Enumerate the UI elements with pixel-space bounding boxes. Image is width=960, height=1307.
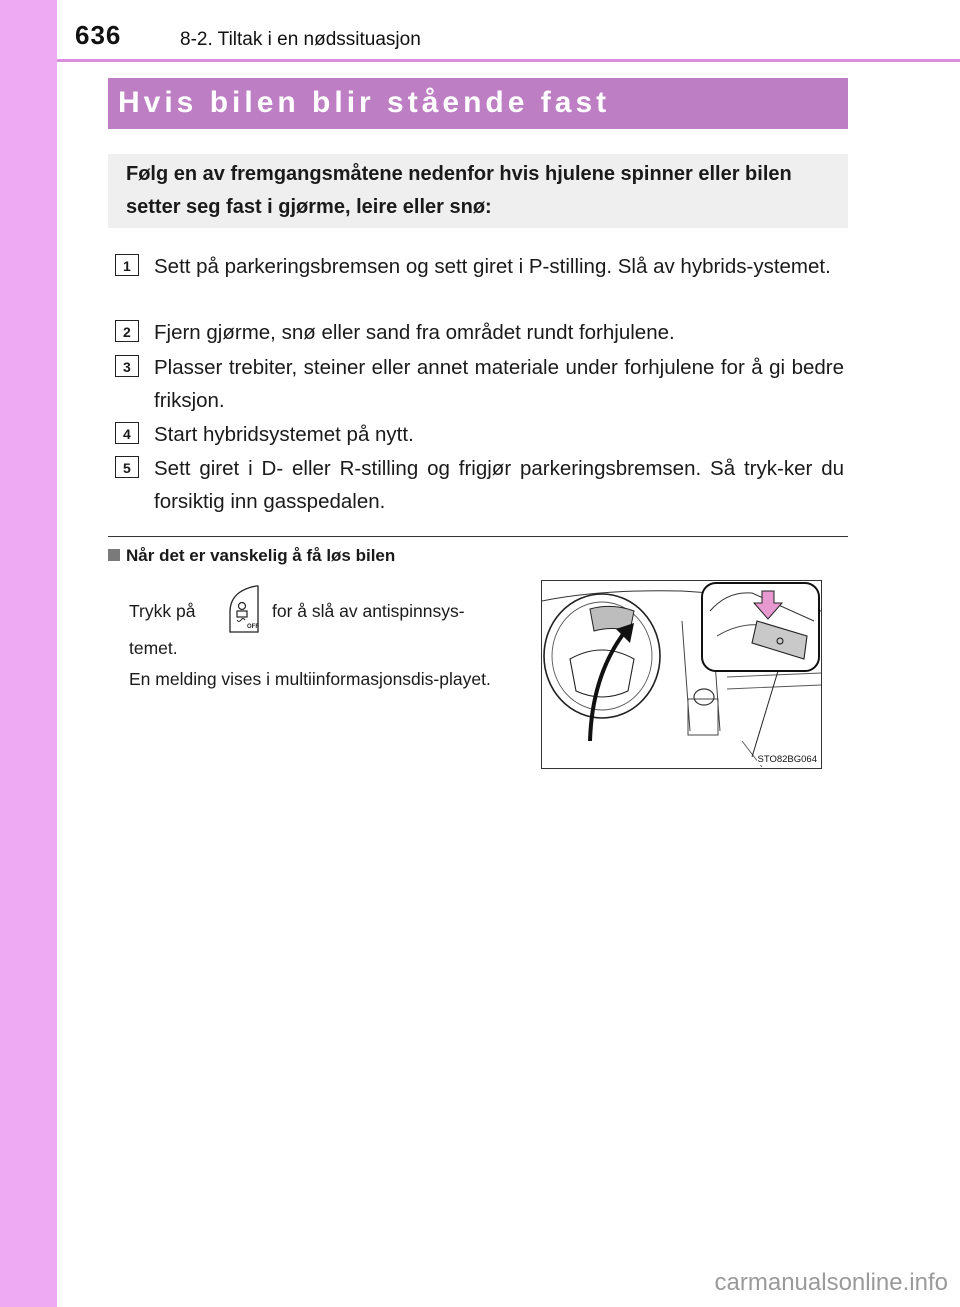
square-bullet-icon (108, 549, 120, 561)
section-title: Hvis bilen blir stående fast (118, 86, 611, 119)
chapter-title: 8-2. Tiltak i en nødssituasjon (180, 29, 421, 50)
subsection-heading (108, 546, 395, 566)
side-band (0, 0, 57, 1307)
step-text: Plasser trebiter, steiner eller annet materiale under forhjulene for å gi bedre friksjon. (154, 356, 844, 412)
step-number: 4 (115, 422, 139, 444)
page-number: 636 (75, 20, 122, 50)
dashboard-illustration (541, 580, 822, 769)
svg-text:OFF: OFF (247, 624, 259, 630)
step-number: 5 (115, 456, 139, 478)
step-number: 1 (115, 254, 139, 276)
step-number: 3 (115, 355, 139, 377)
message-text: En melding vises i multiinformasjonsdis-playet. (129, 669, 491, 689)
intro-box (108, 154, 848, 228)
subsection-title: Når det er vanskelig å få løs bilen (126, 546, 396, 565)
traction-control-off-icon (226, 584, 260, 634)
press-text-before: Trykk på (129, 601, 196, 621)
step-text: Sett giret i D- eller R-stilling og frigjør parkeringsbremsen. Så tryk-ker du forsiktig inn gasspedalen. (154, 457, 844, 513)
section-divider (108, 536, 848, 537)
step-number: 2 (115, 320, 139, 342)
step-text: Fjern gjørme, snø eller sand fra området rundt forhjulene. (154, 321, 675, 344)
dashboard-drawing (542, 581, 821, 768)
section-banner (108, 78, 848, 129)
press-text-after: for å slå av antispinnsys- (272, 601, 465, 621)
step-text: Sett på parkeringsbremsen og sett giret i P-stilling. Slå av hybrids-ystemet. (154, 255, 831, 278)
footer-watermark[interactable]: carmanualsonline.info (714, 1269, 948, 1296)
step-text: Start hybridsystemet på nytt. (154, 423, 414, 446)
press-text-end: temet. (129, 638, 178, 658)
header-rule (57, 59, 960, 62)
intro-text: Følg en av fremgangsmåtene nedenfor hvis hjulene spinner eller bilen setter seg fast i gjørme, leire eller snø: (126, 163, 792, 218)
figure-code: STO82BG064 (757, 754, 817, 765)
